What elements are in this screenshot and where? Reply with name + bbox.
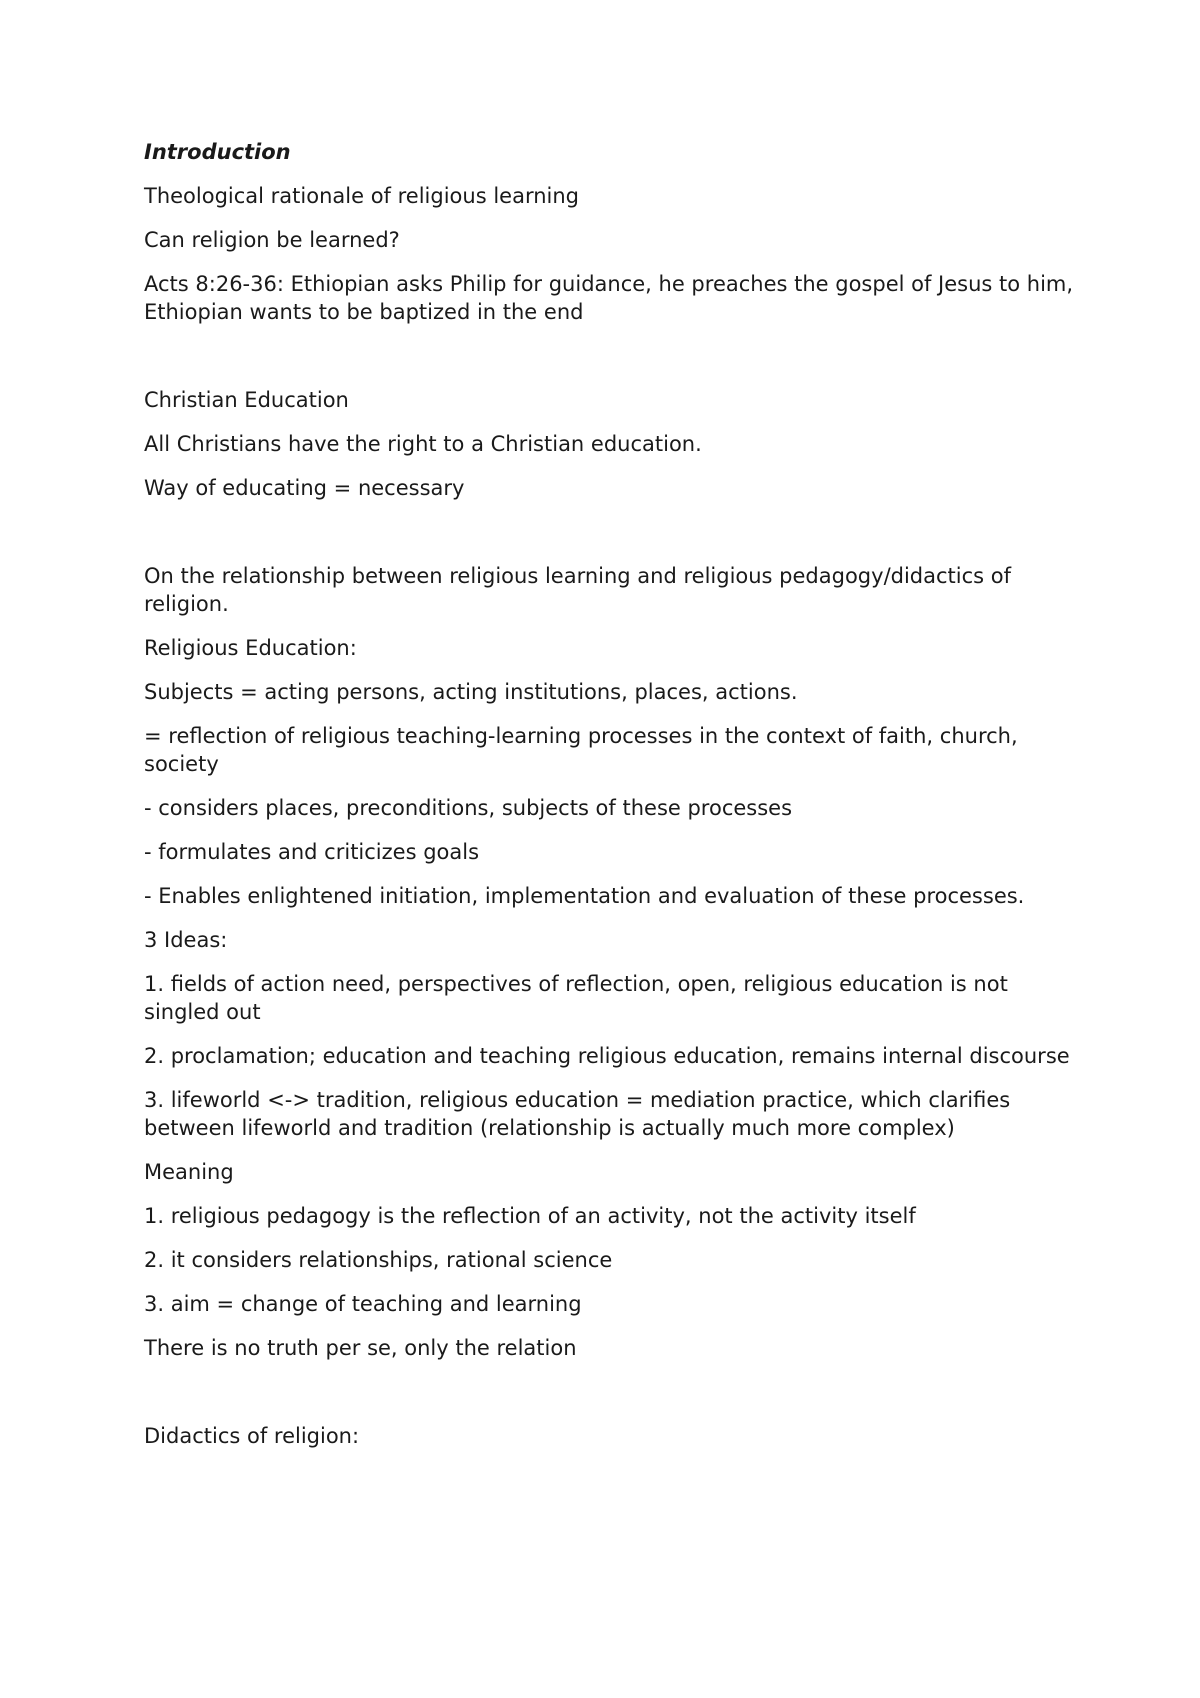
paragraph: = reflection of religious teaching-learning processes in the context of faith, church, society xyxy=(144,724,1018,776)
list-item: - formulates and criticizes goals xyxy=(144,840,480,864)
document-body xyxy=(144,138,1074,1466)
list-item: - considers places, preconditions, subjects of these processes xyxy=(144,796,793,820)
list-item: 3. lifeworld <-> tradition, religious education = mediation practice, which clarifies between lifeworld and tradition (relationship is actually much more complex) xyxy=(144,1088,1011,1140)
blank-line xyxy=(144,518,1074,562)
paragraph: 3 Ideas: xyxy=(144,928,228,952)
paragraph: Religious Education: xyxy=(144,636,357,660)
list-item: 2. it considers relationships, rational science xyxy=(144,1248,613,1272)
paragraph: Meaning xyxy=(144,1160,234,1184)
heading-introduction: Introduction xyxy=(144,140,291,164)
section-title-christian-education: Christian Education xyxy=(144,388,349,412)
paragraph: All Christians have the right to a Christian education. xyxy=(144,432,702,456)
paragraph: On the relationship between religious learning and religious pedagogy/didactics of religion. xyxy=(144,564,1012,616)
list-item: 2. proclamation; education and teaching religious education, remains internal discourse xyxy=(144,1044,1070,1068)
list-item: 3. aim = change of teaching and learning xyxy=(144,1292,582,1316)
blank-line xyxy=(144,1378,1074,1422)
paragraph: Way of educating = necessary xyxy=(144,476,465,500)
paragraph: Subjects = acting persons, acting institutions, places, actions. xyxy=(144,680,798,704)
list-item: 1. fields of action need, perspectives of reflection, open, religious education is not singled out xyxy=(144,972,1008,1024)
list-item: - Enables enlightened initiation, implementation and evaluation of these processes. xyxy=(144,884,1025,908)
paragraph: Acts 8:26-36: Ethiopian asks Philip for guidance, he preaches the gospel of Jesus to him, Ethiopian wants to be baptized in the end xyxy=(144,272,1074,324)
paragraph: There is no truth per se, only the relation xyxy=(144,1336,577,1360)
section-title-didactics: Didactics of religion: xyxy=(144,1424,360,1448)
paragraph: Can religion be learned? xyxy=(144,228,400,252)
blank-line xyxy=(144,342,1074,386)
list-item: 1. religious pedagogy is the reflection of an activity, not the activity itself xyxy=(144,1204,916,1228)
paragraph: Theological rationale of religious learning xyxy=(144,184,579,208)
